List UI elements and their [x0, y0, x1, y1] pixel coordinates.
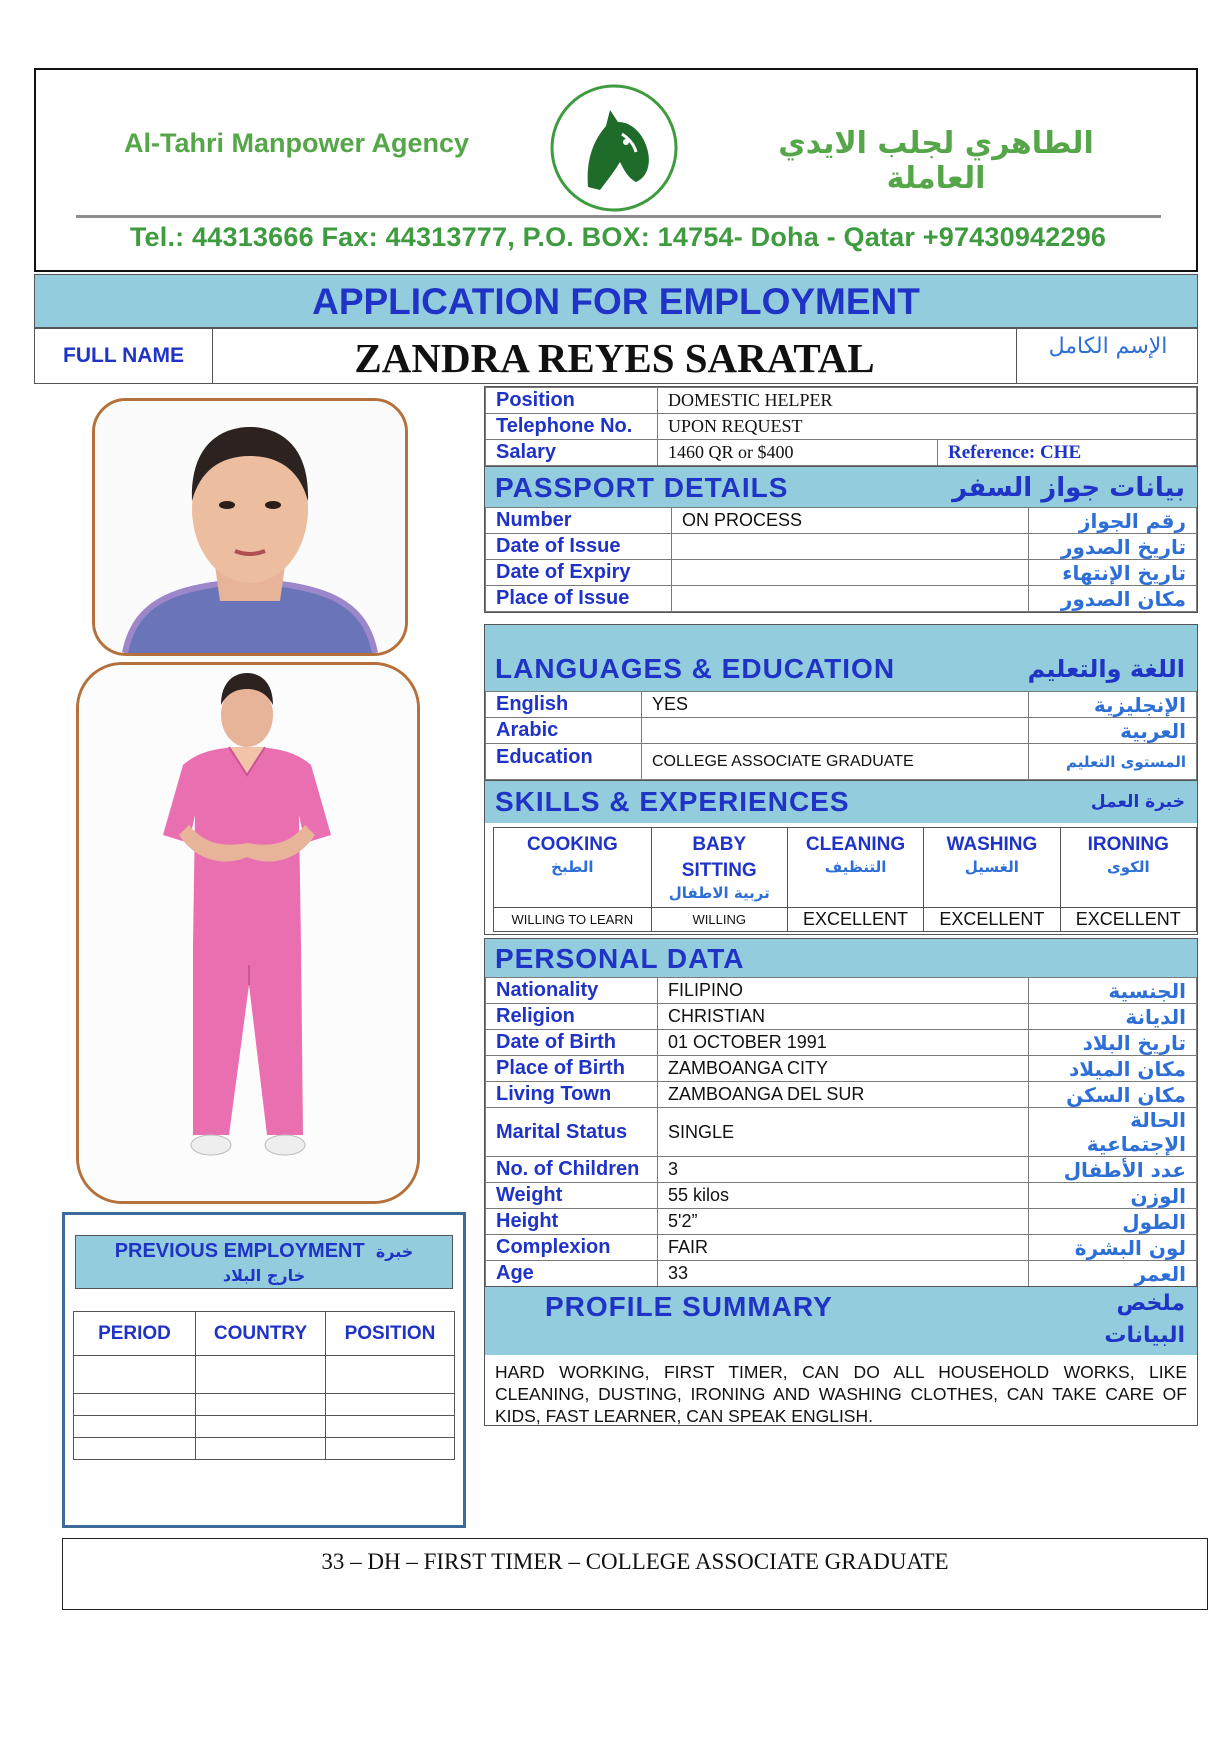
living-town-label-arabic: مكان السكن [1029, 1082, 1197, 1108]
skill-cleaning: CLEANING [805, 834, 906, 855]
table-row [486, 1082, 1197, 1108]
previous-employment-title: PREVIOUS EMPLOYMENT [114, 1240, 365, 1262]
age-label-arabic: العمر [1029, 1261, 1197, 1287]
profile-summary-title: PROFILE SUMMARY [545, 1291, 833, 1322]
education-value: COLLEGE ASSOCIATE GRADUATE [642, 744, 1029, 780]
skill-cooking-level: WILLING TO LEARN [494, 908, 652, 932]
full-name-value: ZANDRA REYES SARATAL [213, 329, 1017, 383]
languages-section [484, 624, 1198, 781]
table-row [486, 1108, 1197, 1157]
skills-title: SKILLS & EXPERIENCES [495, 786, 850, 817]
passport-title-arabic: بيانات جواز السفر [952, 473, 1185, 503]
age-value: 33 [658, 1261, 1029, 1287]
passport-number-label-arabic: رقم الجواز [1029, 508, 1197, 534]
living-town-label: Living Town [486, 1082, 658, 1108]
table-row [486, 1030, 1197, 1056]
agency-name-english: Al-Tahri Manpower Agency [124, 128, 470, 158]
skill-baby-sitting-level: WILLING [651, 908, 787, 932]
date-of-issue-value [672, 534, 1029, 560]
agency-name-arabic: الطاهري لجلب الايدي العاملة [778, 126, 1094, 196]
skills-heading [485, 781, 1197, 823]
full-name-label-arabic: الإسم الكامل [1048, 334, 1168, 359]
full-name-label: FULL NAME [35, 329, 213, 383]
agency-header [34, 68, 1198, 272]
table-row [74, 1356, 455, 1394]
table-row [486, 718, 1197, 744]
skill-cooking-arabic: الطبخ [551, 858, 594, 876]
english-label: English [486, 692, 642, 718]
no-of-children-label-arabic: عدد الأطفال [1029, 1157, 1197, 1183]
table-row [486, 586, 1197, 612]
complexion-value: FAIR [658, 1235, 1029, 1261]
reference-code: Reference: CHE [938, 440, 1197, 466]
date-of-issue-label-arabic: تاريخ الصدور [1029, 534, 1197, 560]
position-column-header: POSITION [326, 1312, 455, 1356]
no-of-children-value: 3 [658, 1157, 1029, 1183]
weight-value: 55 kilos [658, 1183, 1029, 1209]
skills-table [493, 827, 1197, 932]
skill-ironing: IRONING [1087, 834, 1169, 855]
full-body-figure-icon [79, 665, 417, 1201]
profile-summary-heading [485, 1287, 1197, 1355]
nationality-label-arabic: الجنسية [1029, 978, 1197, 1004]
skill-cleaning-arabic: التنظيف [824, 858, 887, 876]
profile-summary-title-arabic-1: ملخص [1116, 1291, 1185, 1316]
personal-data-title: PERSONAL DATA [485, 939, 1197, 977]
passport-number-value: ON PROCESS [672, 508, 1029, 534]
previous-employment-title-arabic-2: خارج البلاد [222, 1266, 306, 1285]
position-label: Position [486, 388, 658, 414]
telephone-label: Telephone No. [486, 414, 658, 440]
table-row [486, 692, 1197, 718]
arabic-value [642, 718, 1029, 744]
complexion-label: Complexion [486, 1235, 658, 1261]
date-of-birth-label: Date of Birth [486, 1030, 658, 1056]
table-row [486, 534, 1197, 560]
place-of-birth-value: ZAMBOANGA CITY [658, 1056, 1029, 1082]
place-of-issue-label: Place of Issue [486, 586, 672, 612]
skills-section [484, 780, 1198, 935]
place-of-birth-label: Place of Birth [486, 1056, 658, 1082]
marital-status-value: SINGLE [658, 1108, 1029, 1157]
marital-status-label: Marital Status [486, 1108, 658, 1157]
education-label: Education [486, 744, 642, 780]
previous-employment-section [62, 1212, 466, 1528]
profile-summary-title-arabic-2: البيانات [1104, 1323, 1185, 1348]
height-label: Height [486, 1209, 658, 1235]
skill-ironing-level: EXCELLENT [1060, 908, 1196, 932]
skills-title-arabic: خبرة العمل [1090, 792, 1185, 812]
passport-section [484, 466, 1198, 613]
previous-employment-table [73, 1311, 455, 1460]
table-row [486, 1056, 1197, 1082]
table-row [74, 1438, 455, 1460]
weight-label-arabic: الوزن [1029, 1183, 1197, 1209]
job-info-section [484, 386, 1198, 467]
skill-baby-sitting-arabic: تربية الاطفال [668, 884, 770, 902]
english-value: YES [642, 692, 1029, 718]
religion-label: Religion [486, 1004, 658, 1030]
skill-baby-sitting: BABY SITTING [681, 834, 757, 881]
nationality-label: Nationality [486, 978, 658, 1004]
languages-title: LANGUAGES & EDUCATION [495, 653, 896, 684]
height-value: 5'2” [658, 1209, 1029, 1235]
complexion-label-arabic: لون البشرة [1029, 1235, 1197, 1261]
skill-cleaning-level: EXCELLENT [787, 908, 923, 932]
page-title: APPLICATION FOR EMPLOYMENT [34, 274, 1198, 328]
telephone-value: UPON REQUEST [658, 414, 1197, 440]
english-label-arabic: الإنجليزية [1029, 692, 1197, 718]
passport-number-label: Number [486, 508, 672, 534]
arabic-label-arabic: العربية [1029, 718, 1197, 744]
table-row [486, 1157, 1197, 1183]
date-of-issue-label: Date of Issue [486, 534, 672, 560]
age-label: Age [486, 1261, 658, 1287]
weight-label: Weight [486, 1183, 658, 1209]
full-name-row [34, 328, 1198, 384]
table-row [486, 508, 1197, 534]
skill-cooking: COOKING [526, 834, 618, 855]
agency-contact: Tel.: 44313666 Fax: 44313777, P.O. BOX: 14754- Doha - Qatar +97430942296 [129, 222, 1107, 252]
table-row [486, 560, 1197, 586]
education-label-arabic: المستوى التعليم [1029, 744, 1197, 780]
table-row [486, 1004, 1197, 1030]
skill-ironing-arabic: الكوى [1106, 858, 1150, 876]
table-row [74, 1416, 455, 1438]
horse-head-icon [548, 82, 680, 214]
passport-heading [485, 467, 1197, 507]
summary-footer: 33 – DH – FIRST TIMER – COLLEGE ASSOCIATE GRADUATE [62, 1538, 1208, 1610]
place-of-issue-label-arabic: مكان الصدور [1029, 586, 1197, 612]
religion-value: CHRISTIAN [658, 1004, 1029, 1030]
arabic-label: Arabic [486, 718, 642, 744]
table-row [486, 1261, 1197, 1287]
table-row [74, 1394, 455, 1416]
languages-table [485, 691, 1197, 780]
country-column-header: COUNTRY [196, 1312, 326, 1356]
living-town-value: ZAMBOANGA DEL SUR [658, 1082, 1029, 1108]
no-of-children-label: No. of Children [486, 1157, 658, 1183]
portrait-figure-icon [95, 401, 405, 653]
date-of-expiry-label: Date of Expiry [486, 560, 672, 586]
personal-data-table [485, 977, 1197, 1287]
full-body-photo [76, 662, 420, 1204]
height-label-arabic: الطول [1029, 1209, 1197, 1235]
passport-table [485, 507, 1197, 612]
skill-washing: WASHING [946, 834, 1038, 855]
languages-heading [485, 625, 1197, 691]
languages-title-arabic: اللغة والتعليم [1027, 655, 1185, 683]
table-row [486, 1209, 1197, 1235]
date-of-birth-value: 01 OCTOBER 1991 [658, 1030, 1029, 1056]
passport-title: PASSPORT DETAILS [495, 472, 789, 503]
date-of-expiry-label-arabic: تاريخ الإنتهاء [1029, 560, 1197, 586]
table-row [486, 744, 1197, 780]
profile-summary-section [484, 1286, 1198, 1426]
date-of-birth-label-arabic: تاريخ البلاد [1029, 1030, 1197, 1056]
skill-washing-arabic: الغسيل [964, 858, 1019, 876]
personal-data-section [484, 938, 1198, 1288]
date-of-expiry-value [672, 560, 1029, 586]
religion-label-arabic: الديانة [1029, 1004, 1197, 1030]
previous-employment-title-arabic-1: خبرة [375, 1242, 414, 1261]
table-row [486, 1183, 1197, 1209]
skill-washing-level: EXCELLENT [924, 908, 1060, 932]
table-row [486, 1235, 1197, 1261]
place-of-birth-label-arabic: مكان الميلاد [1029, 1056, 1197, 1082]
header-divider [76, 215, 1161, 218]
salary-value: 1460 QR or $400 [658, 440, 938, 466]
salary-label: Salary [486, 440, 658, 466]
previous-employment-heading [75, 1235, 453, 1289]
period-column-header: PERIOD [74, 1312, 196, 1356]
position-value: DOMESTIC HELPER [658, 388, 1197, 414]
place-of-issue-value [672, 586, 1029, 612]
marital-status-label-arabic: الحالة الإجتماعية [1029, 1108, 1197, 1157]
portrait-photo [92, 398, 408, 656]
table-row [486, 978, 1197, 1004]
nationality-value: FILIPINO [658, 978, 1029, 1004]
profile-summary-text: HARD WORKING, FIRST TIMER, CAN DO ALL HOUSEHOLD WORKS, LIKE CLEANING, DUSTING, IRONING AND WASHING CLOTHES, CAN TAKE CARE OF KIDS, FAST LEARNER, CAN SPEAK ENGLISH. [495, 1362, 1187, 1426]
